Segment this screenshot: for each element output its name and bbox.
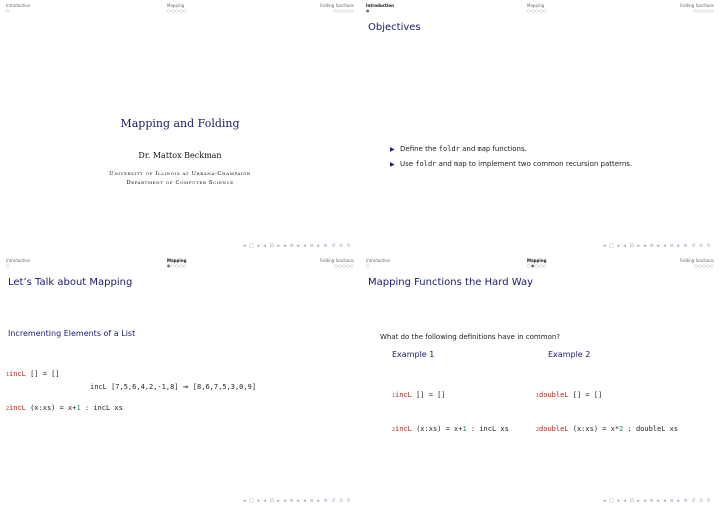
nav-bar bbox=[0, 255, 360, 269]
nav-section-folding[interactable]: Folding functions bbox=[319, 258, 354, 263]
example-1-title: Example 1 bbox=[392, 350, 435, 359]
code-block-example-2 bbox=[536, 368, 678, 458]
nav-bar bbox=[360, 0, 720, 14]
nav-bar bbox=[360, 255, 720, 269]
beamer-nav-symbols[interactable]: ◂ □ ▸ ◂ ⊡ ▸ ◂ ≡ ▸ ◂ ≡ ▸ ≡ ↺ ⊙ ↻ bbox=[243, 498, 352, 504]
nav-section-introduction[interactable]: Introduction bbox=[366, 3, 394, 8]
nav-section-introduction[interactable]: Introduction bbox=[366, 258, 391, 263]
beamer-nav-symbols[interactable]: ◂ □ ▸ ◂ ⊡ ▸ ◂ ≡ ▸ ◂ ≡ ▸ ≡ ↺ ⊙ ↻ bbox=[243, 243, 352, 249]
nav-dots[interactable]: ○ bbox=[6, 263, 10, 268]
objectives-list bbox=[390, 145, 632, 175]
institution: University of Illinois at Urbana-Champaign bbox=[109, 171, 251, 177]
code-block-example-1 bbox=[392, 368, 509, 458]
code-line: 2incL (x:xs) = x+1 : incL xs bbox=[392, 425, 509, 433]
example-line: incL [7,5,6,4,2,-1,8] ⇒ [8,6,7,5,3,0,9] bbox=[90, 383, 257, 391]
author-name: Dr. Mattox Beckman bbox=[138, 151, 222, 160]
slide-title bbox=[0, 0, 360, 255]
nav-dots[interactable]: ○○○○○ bbox=[694, 8, 714, 13]
bullet-triangle-icon: ▶ bbox=[390, 146, 395, 153]
nav-section-folding[interactable]: Folding functions bbox=[679, 258, 714, 263]
beamer-nav-symbols[interactable]: ◂ □ ▸ ◂ ⊡ ▸ ◂ ≡ ▸ ◂ ≡ ▸ ≡ ↺ ⊙ ↻ bbox=[603, 498, 712, 504]
nav-section-mapping[interactable]: Mapping bbox=[527, 3, 545, 8]
nav-dots[interactable]: ○○○○○ bbox=[334, 8, 354, 13]
block-title: Incrementing Elements of a List bbox=[8, 329, 136, 338]
code-line: 1incL [] = [] bbox=[392, 391, 446, 399]
department: Department of Computer Science bbox=[126, 180, 234, 186]
nav-dots[interactable]: ● bbox=[366, 8, 370, 13]
nav-section-introduction[interactable]: Introduction bbox=[6, 258, 31, 263]
nav-dots[interactable]: ○ bbox=[366, 263, 370, 268]
frame-title: Objectives bbox=[368, 22, 421, 33]
nav-dots[interactable]: ●○○○○ bbox=[167, 263, 187, 268]
nav-dots[interactable]: ○ bbox=[6, 8, 10, 13]
beamer-nav-symbols[interactable]: ◂ □ ▸ ◂ ⊡ ▸ ◂ ≡ ▸ ◂ ≡ ▸ ≡ ↺ ⊙ ↻ bbox=[603, 243, 712, 249]
nav-bar bbox=[0, 0, 360, 14]
slide-objectives bbox=[360, 0, 720, 255]
code-line: 1doubleL [] = [] bbox=[536, 391, 603, 399]
bullet-triangle-icon: ▶ bbox=[390, 161, 395, 168]
list-item: ▶ Define the foldr and map functions. bbox=[390, 145, 527, 153]
nav-dots[interactable]: ○●○○○ bbox=[527, 263, 547, 268]
frame-title: Let’s Talk about Mapping bbox=[8, 277, 133, 288]
nav-dots[interactable]: ○○○○○ bbox=[167, 8, 187, 13]
nav-dots[interactable]: ○○○○○ bbox=[694, 263, 714, 268]
nav-section-mapping[interactable]: Mapping bbox=[527, 258, 547, 263]
implies-arrow-icon: ⇒ bbox=[182, 383, 189, 391]
nav-section-introduction[interactable]: Introduction bbox=[6, 3, 31, 8]
code-line: 2doubleL (x:xs) = x*2 : doubleL xs bbox=[536, 425, 679, 433]
nav-section-mapping[interactable]: Mapping bbox=[167, 3, 185, 8]
question-text: What do the following definitions have in common? bbox=[380, 333, 561, 341]
nav-dots[interactable]: ○○○○○ bbox=[527, 8, 547, 13]
nav-section-mapping[interactable]: Mapping bbox=[167, 258, 187, 263]
presentation-title: Mapping and Folding bbox=[120, 117, 240, 130]
slide-talk-mapping bbox=[0, 255, 360, 510]
list-item: ▶ Use foldr and map to implement two common recursion patterns. bbox=[390, 160, 633, 168]
slide-mapping-hard-way bbox=[360, 255, 720, 510]
nav-dots[interactable]: ○○○○○ bbox=[334, 263, 354, 268]
frame-title: Mapping Functions the Hard Way bbox=[368, 277, 534, 288]
code-line: 1incL [] = [] bbox=[6, 370, 60, 378]
nav-section-folding[interactable]: Folding functions bbox=[319, 3, 354, 8]
code-line: 2incL (x:xs) = x+1 : incL xs bbox=[6, 404, 123, 412]
nav-section-folding[interactable]: Folding functions bbox=[679, 3, 714, 8]
example-2-title: Example 2 bbox=[548, 350, 591, 359]
